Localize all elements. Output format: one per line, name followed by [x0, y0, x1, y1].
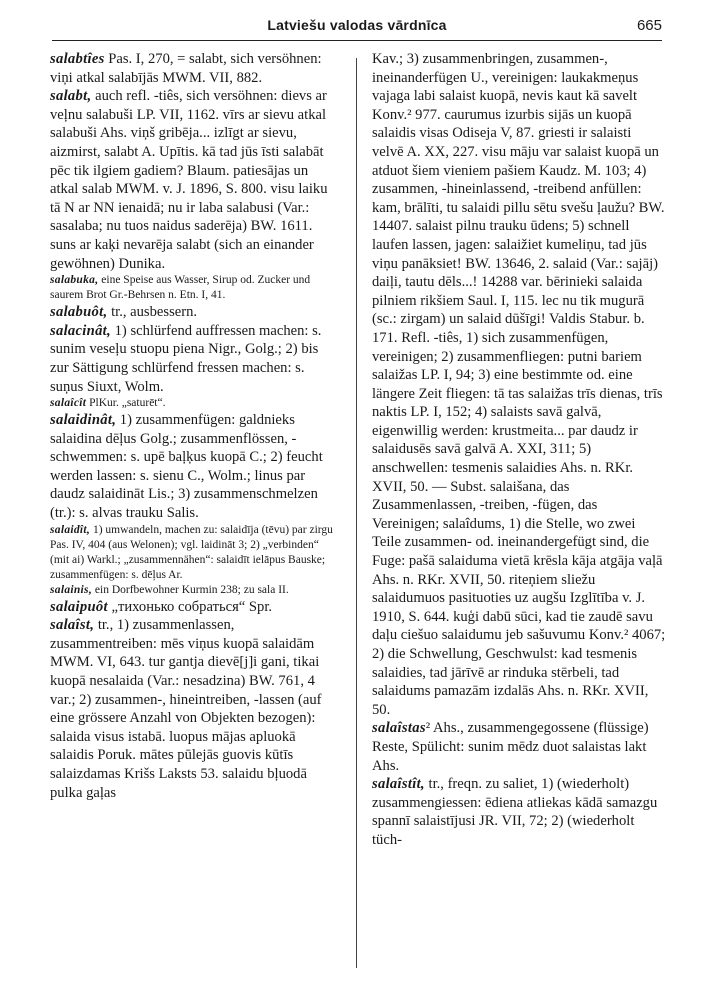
dictionary-entry [50, 50, 340, 87]
entry-body: tr., freqn. zu saliet, 1) (wiederholt) zusammengiessen: ēdiena atliekas kādā samazgu spannī salaistījusi JR. VII, 72; 2) (wiederholt tüch- [372, 776, 658, 848]
dictionary-entry [50, 396, 340, 411]
entry-body: ein Dorfbewohner Kurmin 238; zu sala II. [92, 583, 289, 596]
entry-body: 1) umwandeln, machen zu: salaidīja (tēvu) par zirgu Pas. IV, 404 (aus Welonen); vgl. laidināt 3; 2) „verbinden“ (mit ai) Warkl.; „zusammennähen“: salaidīt ielāpus Bauske; zusammenfügen: s. dēļus Ar. [50, 523, 333, 581]
dictionary-entry [50, 616, 340, 802]
dictionary-entry [372, 775, 666, 849]
dictionary-entry [50, 598, 340, 617]
dictionary-entry [372, 719, 666, 775]
entry-body: tr., ausbessern. [107, 304, 198, 321]
entry-body: 1) schlürfend auffressen machen: s. sunim veseļu stuopu piena Nigr., Golg.; 2) bis zur Sättigung schlürfend fressen machen: s. suņus Siuxt, Wolm. [50, 322, 322, 395]
entry-headword: salabuôt, [50, 304, 108, 321]
page-header [52, 10, 662, 41]
dictionary-entry [50, 583, 340, 598]
entry-headword: salacinât, [50, 322, 111, 339]
entry-headword: salaîcît [50, 397, 87, 410]
entry-body: 1) zusammenfügen: galdnieks salaidina dēļus Golg.; zusammenflössen, -schwemmen: s. upē baļķus kuopā C.; 2) feucht werden lassen: s. sienu C., Wolm.; linus par daudz salaidināt Lis.; 3) zusammenschmelzen (tr.): s. alvas trauku Salis. [50, 412, 323, 522]
dictionary-entry [50, 273, 340, 303]
page-number: 665 [636, 17, 662, 34]
left-column [50, 50, 340, 802]
right-column [372, 50, 666, 850]
entry-headword: salabtîes [50, 51, 105, 67]
entry-body: Kav.; 3) zusammenbringen, zusammen-, ineinanderfügen U., vereinigen: laukakmeņus vajaga labi salaist kuopā, nevis kaut kā savelt Konv.² 977. caurumus izurbis sijās un kuopā salaidis visas Odiseja V, 87. griesti ir salaisti velvē A. XX, 227. visu māju var salaist kuopā un atduot šiem vieniem pašiem Kaudz. M. 103; 4) zusammen, -hineinlassend, -treibend anfüllen: kam, brālīti, tu salaidi pillu sētu svešu ļaužu? BW. 14407. salaist pilnu trauku ūdens; 5) schnell laufen lassen, jagen: salaižiet kumeliņu, tad jūs viņu panāksiet! BW. 13646, 2. salaid (Var.: sajāj) daiļi, tautu dēls...! 14288 var. bērinieki salaida pilniem rikšiem Saul. I, 115. lec nu tik mugurā (sc.: zirgam) un salaid dūšīgi! Valdis Stabur. b. 171. Refl. -tiês, 1) sich zusammenfügen, vereinigen; 2) zusammenfliegen: putni bariem salaižas LP. I, 94; 3) eine bestimmte od. eine längere Zeit fliegen: tā tas salaižas trīs dienas, trīs naktis LP. I, 152; 4) salaists savā galvā, eigenwillig werden: krustmeita... par daudz ir salaidusēs savā galvā A. XXI, 311; 5) anschwellen: tesmenis salaidies Ahs. n. RKr. XVII, 50. — Subst. salaišana, das Zusammenlassen, -treiben, -fügen, das Vereinigen; salaîdums, 1) die Stelle, wo zwei Teile zusammen- od. ineinandergefügt sind, die Fuge: pašā salaiduma vietā krēsla kāja atgāja vaļā Ahs. n. RKr. XVII, 50. riteņiem sliežu salaidumuos pasituoties uz augšu Izglītība v. J. 1910, S. 644. kuģi dabū sūci, kad tie zaudē savu daļu ciešuo salaidumu jeb sašuvumu Konv.² 4067; 2) die Schwellung, Geschwulst: kad tesmenis salaidies, tad jārīvē ar rinduka stērbeli, tad salaidums pamazām izdalās Ahs. n. RKr. XVII, 50. [372, 51, 666, 718]
entry-headword: salabuka, [50, 274, 99, 287]
entry-headword: salabt, [50, 88, 92, 105]
entry-headword: salaidît, [50, 523, 91, 536]
entry-body: PlKur. „saturēt“. [86, 397, 166, 410]
entry-body: Pas. I, 270, = salabt, sich versöhnen: viņi atkal salabījās MWM. VII, 882. [50, 51, 322, 86]
entry-body: ² Ahs., zusammengegossene (flüssige) Reste, Spülicht: sunim mēdz duot salaistas lakt Ahs. [372, 720, 649, 774]
dictionary-entry [50, 303, 340, 322]
dictionary-entry [50, 411, 340, 523]
dictionary-entry [50, 322, 340, 396]
entry-body: auch refl. -tiês, sich versöhnen: dievs ar veļnu salabuši LP. VII, 1162. vīrs ar sievu atkal salabuši Ahs. viņš gribēja... izlīgt ar sievu, aizmirst, salabt A. Upītis. kā tad jūs īsti salabāt pēc tik ilgiem gadiem? Blaum. patiesājas un atkal salab MWM. v. J. 1896, S. 800. visu laiku tā N ar NN ienaidā; nu ir laba salabusi (Var.: sasalaba; nu tuos naidus saderēja) BW. 1611. suns ar kaķi nevarēja salabt (sich an einander gewöhnen) Dunika. [50, 88, 328, 272]
entry-body: „тихонько собраться“ Spr. [107, 598, 273, 615]
entry-headword: salaîst, [50, 617, 95, 634]
column-divider [356, 58, 357, 968]
dictionary-entry [50, 87, 340, 273]
running-title: Latviešu valodas vārdnīca [267, 17, 447, 33]
dictionary-entry [50, 523, 340, 583]
entry-headword: salaidinât, [50, 412, 117, 429]
entry-headword: salaipuôt [50, 598, 108, 615]
entry-headword: salainis, [50, 583, 93, 596]
entry-body: eine Speise aus Wasser, Sirup od. Zucker und saurem Brot Gr.-Behrsen n. Etn. I, 41. [50, 274, 311, 302]
entry-body: tr., 1) zusammenlassen, zusammentreiben: mēs viņus kuopā salaidām MWM. VI, 643. tur gantja dievē[j]i gani, tikai kuopā nesalaida (Var.: nesadzina) BW. 761, 4 var.; 2) zusammen-, hineintreiben, -lassen (auf eine grössere Anzahl von Objekten bezogen): salaida visus istabā. luopus mājas apluokā salaidis Poruk. mātes pūlejās guovis kūtīs salaizdamas Krišs Laksts 53. salaidu bļuodā pulka gaļas [50, 617, 322, 801]
entry-headword: salaîstas [372, 720, 426, 737]
entry-headword: salaîstît, [372, 776, 425, 793]
dictionary-entry-continued [372, 50, 666, 719]
